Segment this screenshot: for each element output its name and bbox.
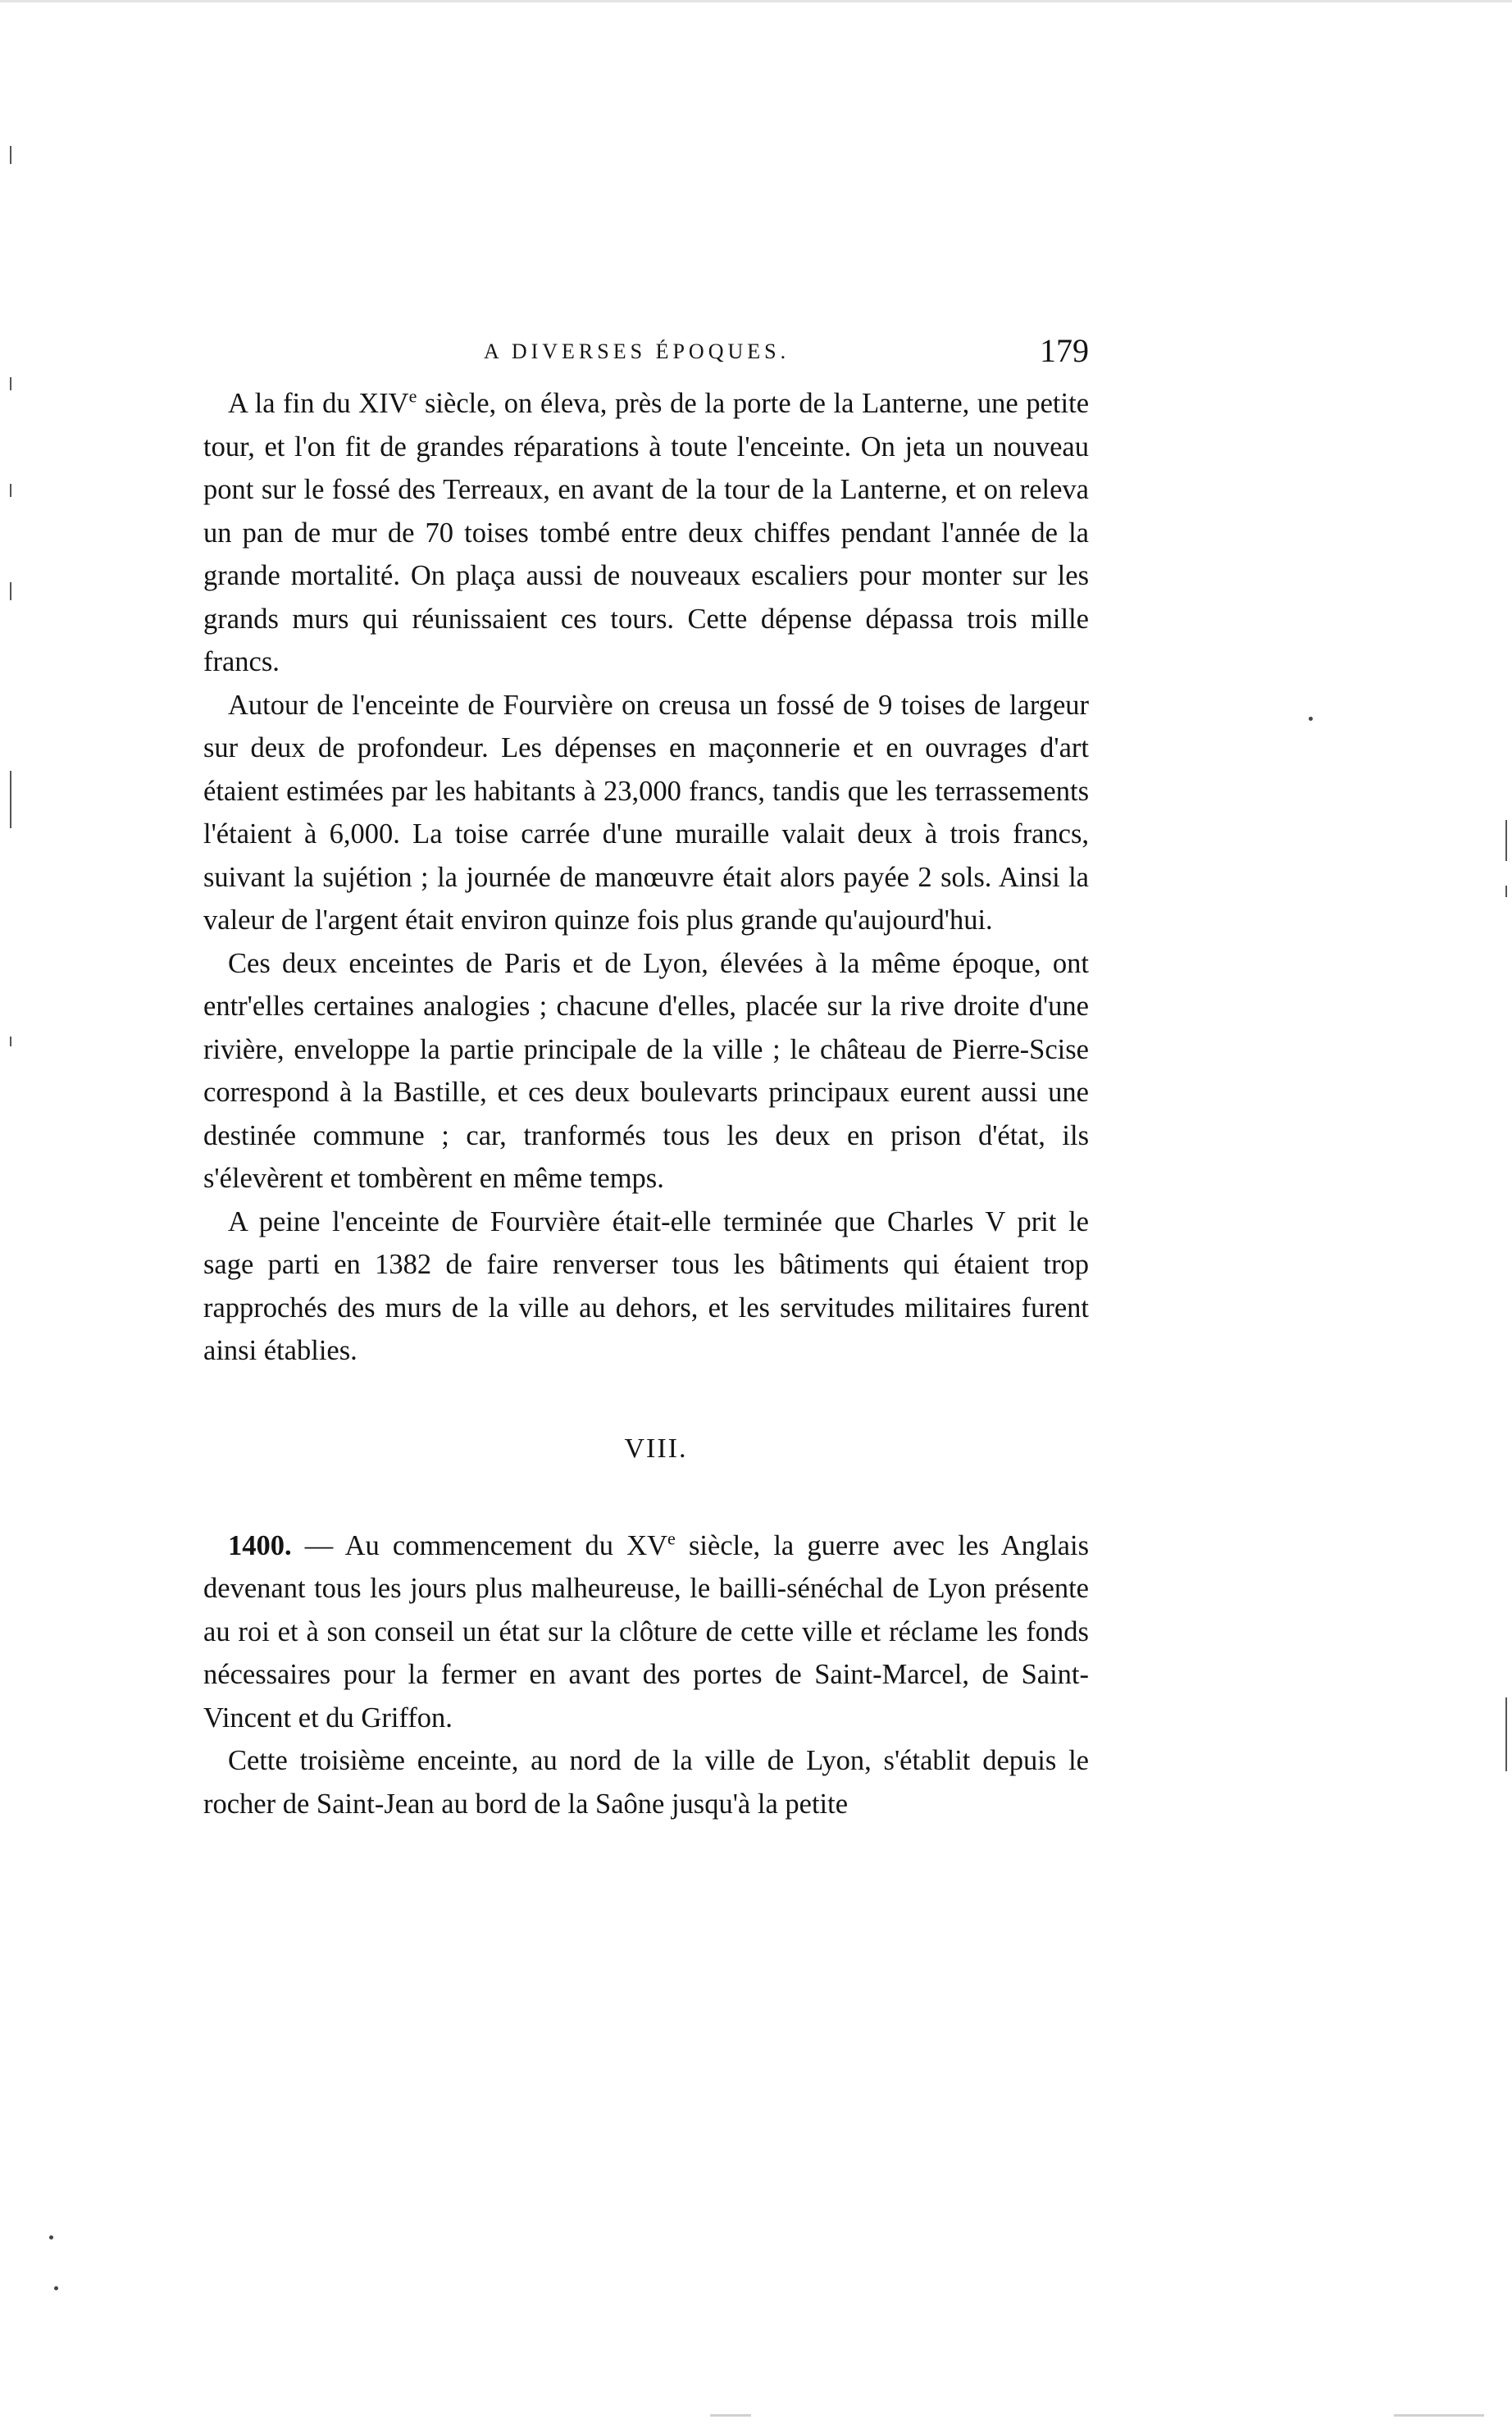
left-margin-mark bbox=[10, 771, 11, 828]
left-margin-mark bbox=[10, 582, 11, 600]
paragraph-4: A peine l'enceinte de Fourvière était-elle terminée que Charles V prit le sage parti en 1382 de faire renverser tous les bâtiments qui étaient trop rapprochés des murs de la ville au dehors, et les servitudes militaires furent ainsi établies. bbox=[203, 1205, 1089, 1366]
running-head: A DIVERSES ÉPOQUES. bbox=[484, 339, 790, 363]
paragraph-1 bbox=[203, 382, 1089, 684]
left-margin-mark bbox=[10, 377, 11, 390]
left-margin-mark bbox=[10, 146, 11, 164]
paragraph-1-start: A la fin du XIV bbox=[228, 388, 409, 419]
paragraph-5 bbox=[203, 1524, 1089, 1740]
right-margin-mark bbox=[1505, 820, 1507, 861]
stray-dot bbox=[54, 2286, 58, 2290]
paragraph-3: Ces deux enceintes de Paris et de Lyon, élevées à la même époque, ont entr'elles certaines analogies ; chacune d'elles, placée sur la rive droite d'une rivière, enveloppe la partie principale de la ville ; le château de Pierre-Scise correspond à la Bastille, et ces deux boulevarts principaux eurent aussi une destinée commune ; car, tranformés tous les deux en prison d'état, ils s'élevèrent et tombèrent en même temps. bbox=[203, 947, 1089, 1194]
left-margin-mark bbox=[10, 1037, 11, 1046]
body-text bbox=[203, 382, 1089, 1825]
stray-dot bbox=[1309, 717, 1313, 721]
scan-bottom-artifact bbox=[1394, 2414, 1484, 2417]
left-margin-mark bbox=[10, 484, 11, 497]
section-heading: VIII. bbox=[624, 1433, 688, 1464]
century-superscript: e bbox=[408, 385, 417, 407]
page-header bbox=[203, 331, 1089, 380]
page-number: 179 bbox=[1040, 332, 1089, 369]
scan-top-edge bbox=[0, 0, 1512, 2]
paragraph-5-start: — Au commencement du XV bbox=[291, 1529, 668, 1561]
paragraph-6: Cette troisième enceinte, au nord de la ville de Lyon, s'établit depuis le rocher de Saint-Jean au bord de la Saône jusqu'à la petite bbox=[203, 1745, 1089, 1820]
right-margin-mark bbox=[1505, 886, 1507, 897]
paragraph-5-rest: siècle, la guerre avec les Anglais devenant tous les jours plus malheureuse, le bailli-sénéchal de Lyon présente au roi et à son conseil un état sur la clôture de cette ville et réclame les fonds nécessaires pour la fermer en avant des portes de Saint-Marcel, de Saint-Vincent et du Griffon. bbox=[203, 1529, 1090, 1734]
century-superscript: e bbox=[667, 1528, 676, 1548]
year-label: 1400. bbox=[228, 1529, 292, 1561]
scan-bottom-artifact bbox=[710, 2414, 751, 2417]
right-margin-mark bbox=[1505, 1697, 1507, 1771]
paragraph-1-rest: siècle, on éleva, près de la porte de la Lanterne, une petite tour, et l'on fit de grandes réparations à toute l'enceinte. On jeta un nouveau pont sur le fossé des Terreaux, en avant de la tour de la Lanterne, et on releva un pan de mur de 70 toises tombé entre deux chiffes pendant l'année de la grande mortalité. On plaça aussi de nouveaux escaliers pour monter sur les grands murs qui réunissaient ces tours. Cette dépense dépassa trois mille francs. bbox=[203, 388, 1090, 677]
paragraph-2: Autour de l'enceinte de Fourvière on creusa un fossé de 9 toises de largeur sur deux de profondeur. Les dépenses en maçonnerie et en ouvrages d'art étaient estimées par les habitants à 23,000 francs, tandis que les terrassements l'étaient à 6,000. La toise carrée d'une muraille valait deux à trois francs, suivant la sujétion ; la journée de manœuvre était alors payée 2 sols. Ainsi la valeur de l'argent était environ quinze fois plus grande qu'aujourd'hui. bbox=[203, 689, 1089, 936]
stray-dot bbox=[49, 2235, 53, 2239]
